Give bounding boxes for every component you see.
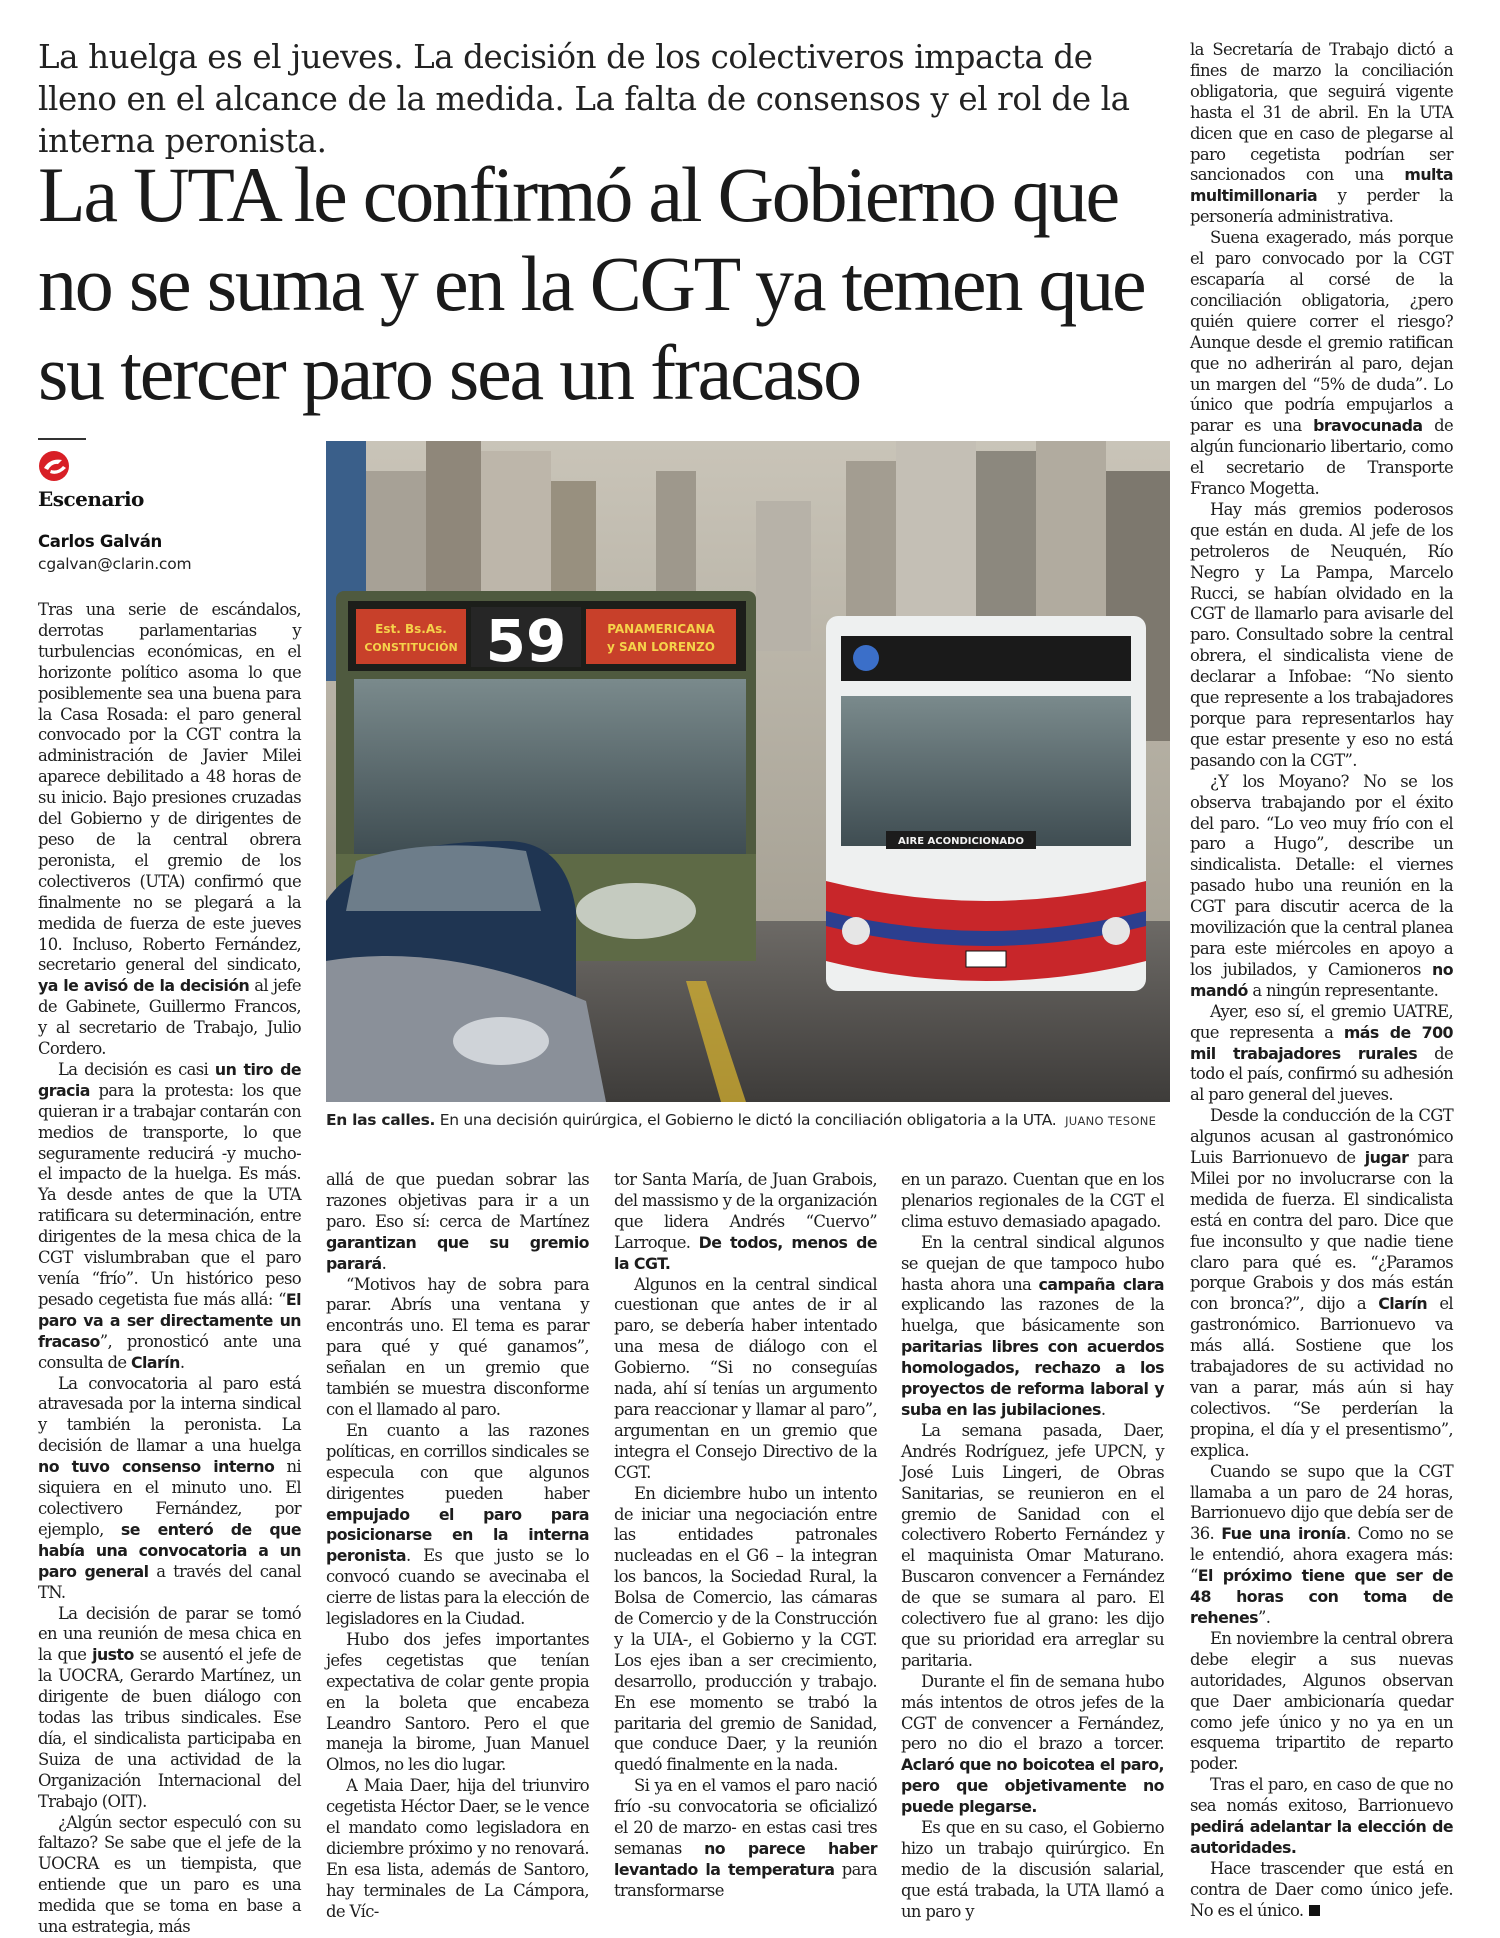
paragraph: Cuando se supo que la CGT llamaba a un paro de 24 horas, Barrionuevo dijo que debía ser de 36. Fue una ironía. Como no se le entendió, ahora exagera más: “El próximo tiene que ser de 48 horas con toma de rehenes”. <box>1190 1461 1453 1627</box>
paragraph: En diciembre hubo un intento de iniciar una negociación entre las entidades patronales nucleadas en el G6 – la integran los bancos, la Sociedad Rural, la Bolsa de Comercio, las cámaras de Comercio y de la Construcción y la UIA-, el Gobierno y la CGT. Los ejes iban a ser crecimiento, desarrollo, producción y trabajo. En ese momento se trabó la paritaria del gremio de Sanidad, que conduce Daer, y la reunión quedó finalmente en la nada. <box>614 1483 877 1775</box>
svg-text:y SAN LORENZO: y SAN LORENZO <box>607 640 715 654</box>
paragraph: Hay más gremios poderosos que están en duda. Al jefe de los petroleros de Neuquén, Río Negro y La Pampa, Marcelo Rucci, se habían olvidado en la CGT de llamarlo para avisarle del paro. Consultado sobre la central obrera, el sindicalista viene de declarar a Infobae: “No siento que represente a los trabajadores porque para representarlos hay que estar presente y eso no está pasando con la CGT”. <box>1190 499 1453 770</box>
paragraph: ¿Algún sector especuló con su faltazo? Se sabe que el jefe de la UOCRA es un tiempista, que entiende que un paro es una medida que se toma en base a una estrategia, más <box>38 1812 301 1937</box>
article-column-1 <box>38 600 301 1938</box>
paragraph: Si ya en el vamos el paro nació frío -su convocatoria se oficializó el 20 de marzo- en estas casi tres semanas no parece haber levantado la temperatura para transformarse <box>614 1776 877 1900</box>
bus-windshield-sign: AIRE ACONDICIONADO <box>898 836 1024 847</box>
paragraph: Tras una serie de escándalos, derrotas parlamentarias y turbulencias económicas, en el horizonte político asoma lo que posiblemente sea una buena para la Casa Rosada: el paro general convocado por la CGT contra la administración de Javier Milei aparece debilitado a 48 horas de su inicio. Bajo presiones cruzadas del Gobierno y de dirigentes de peso de la central obrera peronista, el gremio de los colectiveros (UTA) confirmó que finalmente no se plegará a la medida de fuerza de este jueves 10. Incluso, Roberto Fernández, secretario general del sindicato, ya le avisó de la decisión al jefe de Gabinete, Guillermo Francos, y al secretario de Trabajo, Julio Cordero. <box>38 600 301 1059</box>
paragraph: ¿Y los Moyano? No se los observa trabajando por el éxito del paro. “Lo veo muy frío con el paro a Hugo”, describe un sindicalista. Detalle: el viernes pasado hubo una reunión en la CGT para discutir acerca de la movilización que la central planea para este miércoles en apoyo a los jubilados, y Camioneros no mandó a ningún representante. <box>1190 771 1453 1000</box>
kicker: La huelga es el jueves. La decisión de los colectiveros impacta de lleno en el alcance de la medida. La falta de consensos y el rol de la interna peronista. <box>38 38 1130 160</box>
paragraph: en un parazo. Cuentan que en los plenarios regionales de la CGT el clima estuvo demasiado apagado. <box>901 1170 1164 1231</box>
section-label: Escenario <box>38 487 144 511</box>
paragraph: “Motivos hay de sobra para parar. Abrís una ventana y encontrás uno. El tema es parar para qué y qué ganamos”, señalan en un gremio que también se muestra disconforme con el llamado al paro. <box>326 1274 589 1419</box>
paragraph: Suena exagerado, más porque el paro convocado por la CGT escaparía al corsé de la conciliación obligatoria, ¿pero quién quiere correr el riesgo? Aunque desde el gremio ratifican que no adherirán al paro, dejan un margen del “5% de duda”. Lo único que podría empujarlos a parar es una bravocunada de algún funcionario libertario, como el secretario de Transporte Franco Mogetta. <box>1190 228 1453 499</box>
paragraph: Desde la conducción de la CGT algunos acusan al gastronómico Luis Barrionuevo de jugar para Milei por no involucrarse con la medida de fuerza. El sindicalista está en contra del paro. Dice que fue inconsulto y que nadie tiene claro para qué es. “¿Paramos porque Grabois y dos más están con bronca?”, dijo a Clarín el gastronómico. Barrionuevo va más allá. Sostiene que los trabajadores de su actividad no van a parar, más aún si hay colectivos. “Se perderían la propina, el día y el presentismo”, explica. <box>1190 1106 1453 1460</box>
paragraph: La semana pasada, Daer, Andrés Rodríguez, jefe UPCN, y José Luis Lingeri, de Obras Sanitarias, se reunieron en el gremio de Sanidad con el colectivero Roberto Fernández y el maquinista Omar Maturano. Buscaron convencer a Fernández de que se sumara al paro. El colectivero fue al grano: les dijo que su prioridad era arreglar su paritaria. <box>901 1420 1164 1670</box>
svg-text:PANAMERICANA: PANAMERICANA <box>607 622 715 636</box>
paragraph: La decisión es casi un tiro de gracia para la protesta: los que quieran ir a trabajar contarán con medios de transporte, lo que seguramente reducirá -y mucho- el impacto de la huelga. Es más. Ya desde antes de que la UTA ratificara su determinación, entre dirigentes de la mesa chica de la CGT vislumbraban que el paro venía “frío”. Un histórico peso pesado cegetista fue más allá: “El paro va a ser directamente un fracaso”, pronosticó ante una consulta de Clarín. <box>38 1059 302 1372</box>
paragraph: Hubo dos jefes importantes jefes cegetistas que tenían expectativa de colar gente propia en la boleta que encabeza Leandro Santoro. Pero el que maneja la birome, Juan Manuel Olmos, no les dio lugar. <box>326 1629 589 1775</box>
paragraph: la Secretaría de Trabajo dictó a fines de marzo la conciliación obligatoria, que seguirá vigente hasta el 31 de abril. En la UTA dicen que en caso de plegarse al paro cegetista podrían ser sancionados con una multa multimillonaria y perder la personería administrativa. <box>1190 40 1453 227</box>
paragraph: A Maia Daer, hija del triunviro cegetista Héctor Daer, se le vence el mandato como legisladora en diciembre próximo y no renovará. En esa lista, además de Santoro, hay terminales de La Cámpora, de Víc- <box>326 1776 589 1921</box>
caption-lead: En las calles. <box>326 1111 436 1129</box>
paragraph: En cuanto a las razones políticas, en corrillos sindicales se especula con que algunos dirigentes pueden haber empujado el paro para posicionarse en la interna peronista. Es que justo se lo convocó cuando se avecinaba el cierre de listas para la elección de legisladores en la Ciudad. <box>326 1420 589 1629</box>
photo-credit: JUANO TESONE <box>1065 1114 1157 1128</box>
svg-text:CONSTITUCIÓN: CONSTITUCIÓN <box>364 641 458 654</box>
article-column-3 <box>614 1170 877 1902</box>
article-column-2 <box>326 1170 589 1923</box>
end-of-article-mark <box>1309 1905 1320 1916</box>
paragraph: allá de que puedan sobrar las razones objetivas para ir a un paro. Eso sí: cerca de Martínez garantizan que su gremio parará. <box>326 1170 589 1273</box>
paragraph: Tras el paro, en caso de que no sea nomás exitoso, Barrionuevo pedirá adelantar la elección de autoridades. <box>1190 1775 1453 1857</box>
author-name: Carlos Galván <box>38 532 163 551</box>
paragraph: Durante el fin de semana hubo más intentos de otros jefes de la CGT de convencer a Fernández, pero no dio el brazo a torcer. Aclaró que no boicotea el paro, pero que objetivamente no puede plegarse. <box>901 1671 1164 1817</box>
paragraph: La convocatoria al paro está atravesada por la interna sindical y también la peronista. La decisión de llamar a una huelga no tuvo consenso interno ni siquiera en el minuto uno. El colectivero Fernández, por ejemplo, se enteró de que había una convocatoria a un paro general a través del canal TN. <box>38 1373 301 1602</box>
paragraph: Hace trascender que está en contra de Daer como único jefe. No es el único. <box>1190 1858 1453 1920</box>
paragraph: Es que en su caso, el Gobierno hizo un trabajo quirúrgico. En medio de la discusión salarial, que está trabada, la UTA llamó a un paro y <box>901 1818 1164 1921</box>
paragraph: En noviembre la central obrera debe elegir a sus nuevas autoridades, Algunos observan que Daer ambicionaría quedar como jefe único y no ya en un esquema tripartito de reparto poder. <box>1190 1628 1453 1774</box>
paragraph: La decisión de parar se tomó en una reunión de mesa chica en la que justo se ausentó el jefe de la UOCRA, Gerardo Martínez, un dirigente de buen diálogo con todas las tribus sindicales. Ese día, el sindicalista participaba en Suiza de una actividad de la Organización Internacional del Trabajo (OIT). <box>38 1603 301 1811</box>
paragraph: tor Santa María, de Juan Grabois, del massismo y de la organización que lidera Andrés “Cuervo” Larroque. De todos, menos de la CGT. <box>614 1170 877 1273</box>
paragraph: Algunos en la central sindical cuestionan que antes de ir al paro, se debería haber intentado una mesa de diálogo con el Gobierno. “Si no conseguías nada, ahí sí tenías un argumento para reaccionar y llamar al paro”, argumentan en un gremio que integra el Consejo Directivo de la CGT. <box>614 1274 877 1482</box>
bus-route-number: 59 <box>485 607 567 675</box>
article-column-5 <box>1190 40 1453 1922</box>
author-email: cgalvan@clarin.com <box>38 555 192 573</box>
clarin-logo-icon <box>36 446 76 486</box>
svg-text:Est. Bs.As.: Est. Bs.As. <box>375 622 447 636</box>
article-column-4 <box>901 1170 1164 1923</box>
paragraph: Ayer, eso sí, el gremio UATRE, que representa a más de 700 mil trabajadores rurales de todo el país, confirmó su adhesión al paro general del jueves. <box>1190 1001 1454 1105</box>
paragraph: En la central sindical algunos se quejan de que tampoco hubo hasta ahora una campaña clara explicando las razones de la huelga, que básicamente son paritarias libres con acuerdos homologados, rechazo a los proyectos de reforma laboral y suba en las jubilaciones. <box>901 1232 1164 1419</box>
headline: La UTA le confirmó al Gobierno que no se suma y en la CGT ya temen que su tercer paro sea un fracaso <box>38 151 1145 416</box>
caption-text: En una decisión quirúrgica, el Gobierno le dictó la conciliación obligatoria a la UTA. <box>439 1111 1057 1129</box>
logo-rule <box>38 438 86 440</box>
news-photo <box>326 441 1170 1102</box>
photo-caption <box>326 1110 1170 1131</box>
